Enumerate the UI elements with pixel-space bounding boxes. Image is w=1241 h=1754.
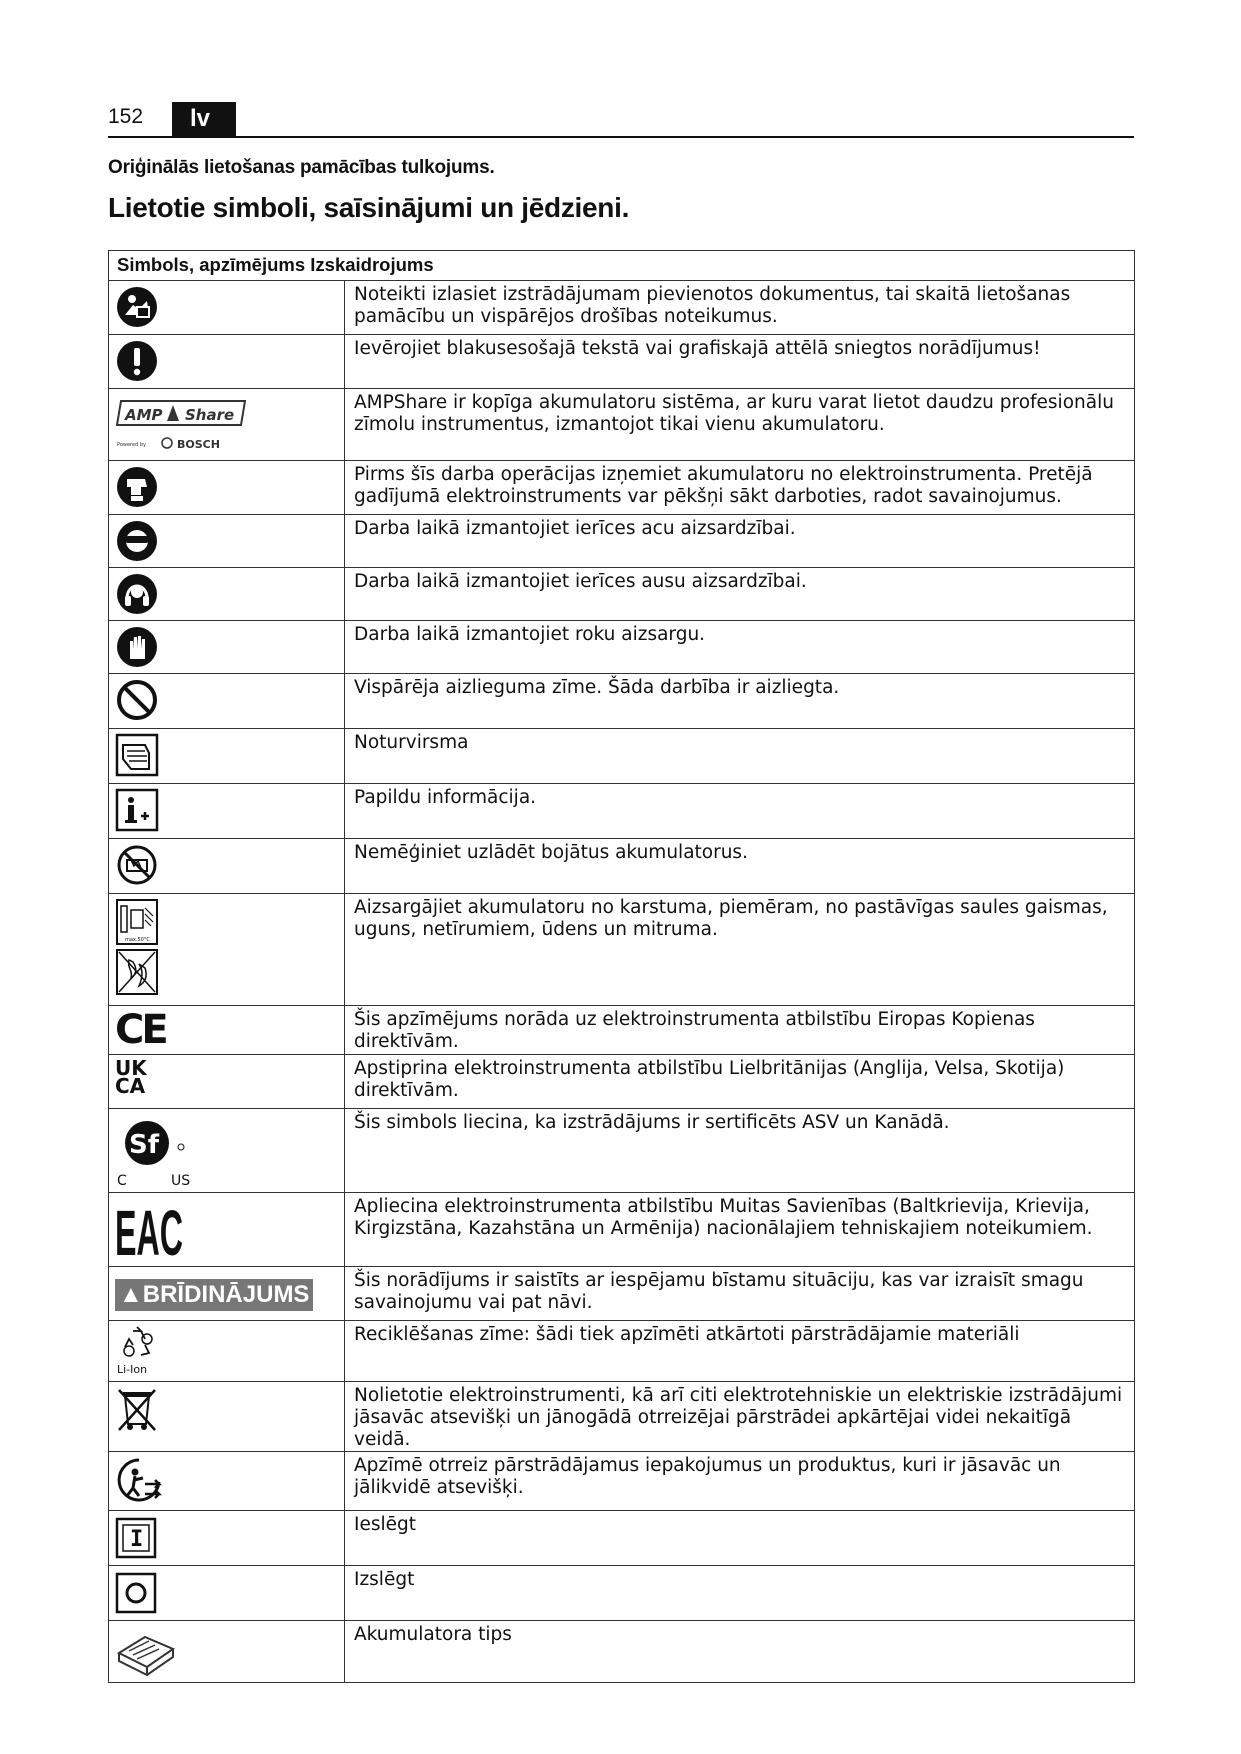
warning-word: BRĪDINĀJUMS bbox=[142, 1281, 310, 1308]
grip-surface-icon bbox=[115, 733, 159, 777]
triman-icon bbox=[115, 1456, 165, 1506]
table-row bbox=[109, 839, 1135, 894]
amp-text: AMP bbox=[125, 406, 163, 424]
table-row bbox=[109, 894, 1135, 1006]
uk-text: UK bbox=[115, 1056, 147, 1080]
table-header bbox=[109, 251, 1135, 281]
row-text: Aizsargājiet akumulatoru no karstuma, piemēram, no pastāvīgas saules gaismas, uguns, netīrumiem, ūdens un mitruma. bbox=[345, 894, 1135, 1006]
row-text: Nemēģiniet uzlādēt bojātus akumulatorus. bbox=[345, 839, 1135, 894]
row-text: Darba laikā izmantojiet ierīces ausu aizsardzībai. bbox=[345, 568, 1135, 621]
liion-text: Li-Ion bbox=[117, 1363, 148, 1376]
recycling-liion-icon bbox=[115, 1325, 165, 1377]
row-text: Pirms šīs darba operācijas izņemiet akumulatoru no elektroinstrumenta. Pretējā gadījumā elektroinstruments var pēkšņi sākt darboties, radot savainojumus. bbox=[345, 461, 1135, 515]
csa-us-text: US bbox=[171, 1173, 191, 1189]
table-row bbox=[109, 1621, 1135, 1683]
ear-protection-icon bbox=[115, 572, 159, 616]
switch-on-glyph: I bbox=[130, 1527, 144, 1552]
warning-label bbox=[115, 1279, 313, 1311]
switch-off-icon bbox=[115, 1570, 159, 1614]
table-row bbox=[109, 389, 1135, 461]
table-row bbox=[109, 1452, 1135, 1511]
row-text: Izslēgt bbox=[345, 1566, 1135, 1621]
weee-bin-icon bbox=[115, 1386, 159, 1434]
table-row bbox=[109, 674, 1135, 729]
eac-mark-icon bbox=[115, 1197, 185, 1269]
bosch-text: BOSCH bbox=[177, 438, 220, 451]
eye-protection-icon bbox=[115, 519, 159, 563]
row-text: Darba laikā izmantojiet ierīces acu aizsardzībai. bbox=[345, 515, 1135, 568]
row-text: Noteikti izlasiet izstrādājumam pievienotos dokumentus, tai skaitā lietošanas pamācību un vispārējos drošības noteikumus. bbox=[345, 281, 1135, 335]
row-text: Papildu informācija. bbox=[345, 784, 1135, 839]
row-text: Noturvirsma bbox=[345, 729, 1135, 784]
table-row bbox=[109, 1267, 1135, 1321]
ca-text: CA bbox=[115, 1074, 146, 1098]
ukca-mark-icon bbox=[115, 1056, 338, 1098]
csa-mark-icon bbox=[115, 1113, 205, 1187]
row-text: Šis apzīmējums norāda uz elektroinstrumenta atbilstību Eiropas Kopienas direktīvām. bbox=[345, 1006, 1135, 1055]
row-text: Apzīmē otrreiz pārstrādājamus iepakojumus un produktus, kuri ir jāsavāc un jālikvidē atsevišķi. bbox=[345, 1452, 1135, 1511]
row-text: Ieslēgt bbox=[345, 1511, 1135, 1566]
max-temp-text: max.50°C bbox=[125, 937, 150, 943]
switch-off-glyph: O bbox=[131, 1600, 132, 1601]
row-text: Apstiprina elektroinstrumenta atbilstību Lielbritānijas (Anglija, Velsa, Skotija) direktīvām. bbox=[345, 1055, 1135, 1109]
row-text: Darba laikā izmantojiet roku aizsargu. bbox=[345, 621, 1135, 674]
battery-heat-icon bbox=[115, 898, 159, 996]
no-damaged-battery-icon bbox=[115, 843, 159, 887]
read-manual-icon bbox=[115, 285, 159, 329]
header-explanation: Izskaidrojums bbox=[310, 254, 434, 275]
table-row bbox=[109, 1193, 1135, 1267]
battery-type-icon bbox=[115, 1625, 177, 1677]
symbols-table bbox=[108, 250, 1135, 1683]
csa-c-text: C bbox=[117, 1173, 127, 1189]
table-row bbox=[109, 1055, 1135, 1109]
document-subtitle: Oriģinālās lietošanas pamācības tulkojums. bbox=[108, 157, 495, 178]
info-plus-icon bbox=[115, 788, 159, 832]
table-row bbox=[109, 729, 1135, 784]
table-row bbox=[109, 515, 1135, 568]
table-row bbox=[109, 281, 1135, 335]
share-text: Share bbox=[185, 406, 235, 424]
row-text: Akumulatora tips bbox=[345, 1621, 1135, 1683]
table-row bbox=[109, 568, 1135, 621]
table-row bbox=[109, 1382, 1135, 1452]
table-row bbox=[109, 784, 1135, 839]
table-row bbox=[109, 1109, 1135, 1193]
table-row bbox=[109, 1006, 1135, 1055]
ce-mark-icon: CE bbox=[115, 1007, 166, 1053]
header-symbol: Simbols, apzīmējums bbox=[117, 254, 306, 275]
row-text: Ievērojiet blakusesošajā tekstā vai grafiskajā attēlā sniegtos norādījumus! bbox=[345, 335, 1135, 389]
prohibition-icon bbox=[115, 678, 159, 722]
row-text: Reciklēšanas zīme: šādi tiek apzīmēti atkārtoti pārstrādājamie materiāli bbox=[345, 1321, 1135, 1382]
remove-battery-icon bbox=[115, 465, 159, 509]
row-text: Vispārēja aizlieguma zīme. Šāda darbība ir aizliegta. bbox=[345, 674, 1135, 729]
table-row bbox=[109, 621, 1135, 674]
table-header-row bbox=[109, 251, 1135, 281]
table-row bbox=[109, 461, 1135, 515]
table-row bbox=[109, 1321, 1135, 1382]
powered-by-text: Powered by bbox=[117, 442, 146, 448]
switch-on-icon bbox=[115, 1515, 159, 1559]
svg-text:Sf: Sf bbox=[129, 1130, 160, 1160]
ampshare-logo bbox=[115, 393, 255, 455]
exclamation-icon bbox=[115, 339, 159, 383]
eac-text: EAC bbox=[115, 1197, 183, 1269]
header-rule bbox=[108, 136, 1134, 138]
row-text: Nolietotie elektroinstrumenti, kā arī citi elektrotehniskie un elektriskie izstrādājumi jāsavāc atsevišķi un jānogādā otrreizējai pārstrādei apkārtējai videi nekaitīgā veidā. bbox=[345, 1382, 1135, 1452]
table-row bbox=[109, 335, 1135, 389]
hand-protection-icon bbox=[115, 625, 159, 669]
row-text: Apliecina elektroinstrumenta atbilstību Muitas Savienības (Baltkrievija, Krievija, Kirgizstāna, Kazahstāna un Armēnija) nacionālajiem tehniskajiem noteikumiem. bbox=[345, 1193, 1135, 1267]
language-badge: lv bbox=[172, 102, 236, 136]
row-text: AMPShare ir kopīga akumulatoru sistēma, ar kuru varat lietot daudzu profesionālu zīmolu instrumentus, izmantojot tikai vienu akumulatoru. bbox=[345, 389, 1135, 461]
page-number: 152 bbox=[108, 105, 144, 128]
table-row bbox=[109, 1566, 1135, 1621]
table-row bbox=[109, 1511, 1135, 1566]
page-title: Lietotie simboli, saīsinājumi un jēdzieni. bbox=[108, 192, 630, 223]
row-text: Šis simbols liecina, ka izstrādājums ir sertificēts ASV un Kanādā. bbox=[345, 1109, 1135, 1193]
row-text: Šis norādījums ir saistīts ar iespējamu bīstamu situāciju, kas var izraisīt smagu savainojumu vai pat nāvi. bbox=[345, 1267, 1135, 1321]
warning-triangle-icon: ▲ bbox=[119, 1281, 143, 1308]
